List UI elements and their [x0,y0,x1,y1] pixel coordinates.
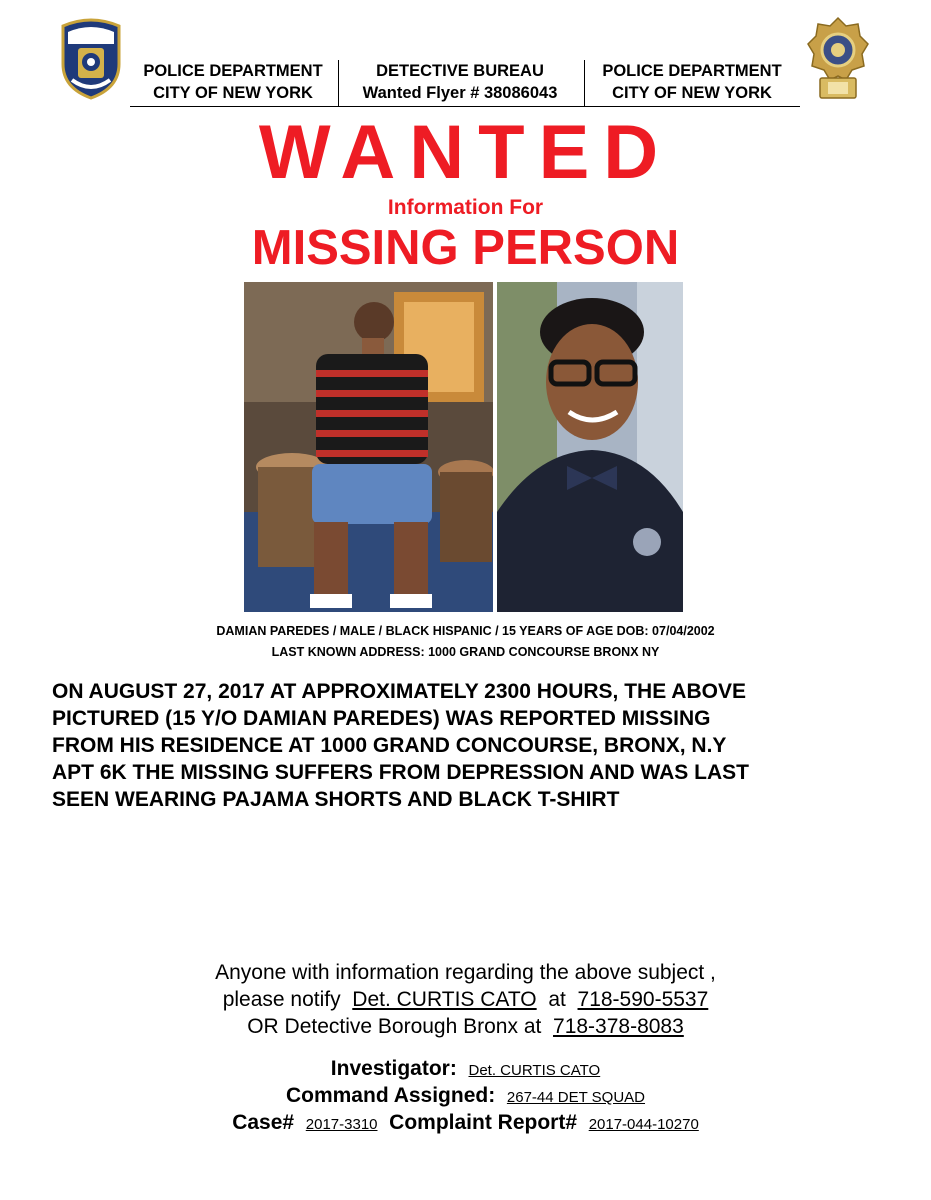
case-label: Case# [232,1111,295,1134]
case-number: 2017-3310 [305,1116,378,1133]
wanted-title: WANTED [258,110,673,195]
case-row [0,1110,931,1138]
info-for-subtitle: Information For [387,196,544,219]
narrative-line: APT 6K THE MISSING SUFFERS FROM DEPRESSION AND WAS LAST [52,761,749,784]
contact-phone-secondary: 718-378-8083 [553,1015,684,1038]
narrative-line: SEEN WEARING PAJAMA SHORTS AND BLACK T-SHIRT [52,788,620,811]
subject-photo-full-body [244,282,493,612]
header-right [586,60,798,104]
header-center [340,60,580,104]
investigator-value: Det. CURTIS CATO [468,1062,601,1079]
missing-person-title: MISSING PERSON [251,221,680,275]
header-left [130,60,336,104]
detective-badge-icon [806,16,870,102]
subject-photo-portrait [497,282,683,612]
header-left-line2: CITY OF NEW YORK [153,84,313,102]
contact-line2 [0,987,931,1013]
contact-at: at [548,988,566,1011]
narrative-line: FROM HIS RESIDENCE AT 1000 GRAND CONCOURSE, BRONX, N.Y [52,734,727,757]
narrative-line: ON AUGUST 27, 2017 AT APPROXIMATELY 2300 HOURS, THE ABOVE [52,680,746,703]
complaint-label: Complaint Report# [389,1111,578,1134]
header-right-line1: POLICE DEPARTMENT [602,62,782,80]
header-right-line2: CITY OF NEW YORK [612,84,772,102]
subject-description: DAMIAN PAREDES / MALE / BLACK HISPANIC / 15 YEARS OF AGE DOB: 07/04/2002 [216,624,715,638]
investigator-row [0,1056,931,1084]
subject-address: LAST KNOWN ADDRESS: 1000 GRAND CONCOURSE BRONX NY [271,645,660,659]
command-row [0,1083,931,1111]
command-value: 267-44 DET SQUAD [506,1089,646,1106]
complaint-number: 2017-044-10270 [588,1116,699,1133]
contact-phone-primary: 718-590-5537 [577,988,709,1011]
investigator-label: Investigator: [330,1057,457,1080]
header-rule [130,106,800,107]
header-center-line1: DETECTIVE BUREAU [376,62,544,80]
contact-detective: Det. CURTIS CATO [352,988,537,1011]
contact-line1: Anyone with information regarding the above subject , [215,961,716,984]
header-center-line2: Wanted Flyer # 38086043 [362,84,558,102]
command-label: Command Assigned: [285,1084,496,1107]
contact-line3 [0,1014,931,1040]
nypd-patch-icon [58,18,124,100]
incident-narrative [52,678,892,813]
header-divider [584,60,585,106]
header-left-line1: POLICE DEPARTMENT [143,62,323,80]
notify-prefix: please notify [222,988,341,1011]
header-divider [338,60,339,106]
contact-or-text: OR Detective Borough Bronx at [247,1015,542,1038]
narrative-line: PICTURED (15 Y/O DAMIAN PAREDES) WAS REPORTED MISSING [52,707,711,730]
